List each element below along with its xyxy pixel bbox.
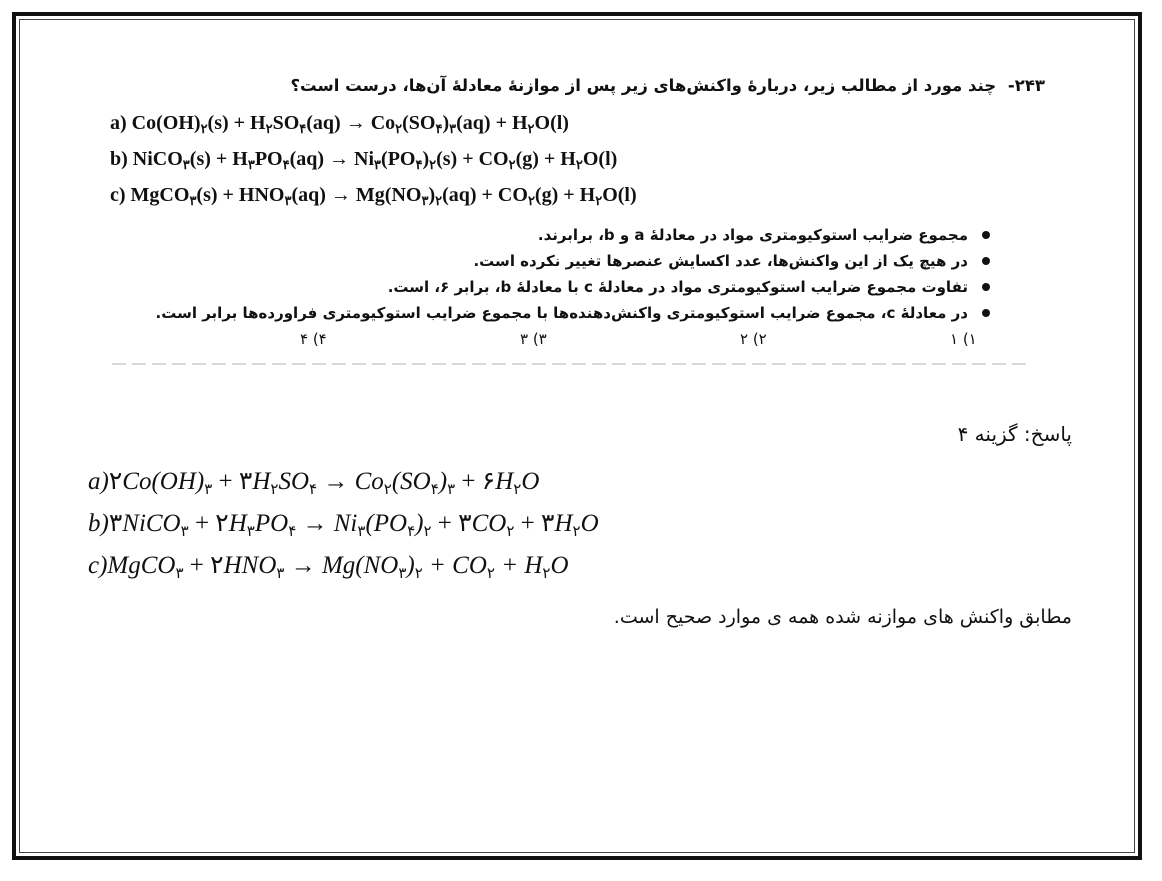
- scan-divider: [112, 363, 1032, 365]
- statement-list: [130, 222, 990, 326]
- bullet-icon: [982, 309, 990, 317]
- question-number: ۲۴۳-: [1007, 76, 1045, 95]
- balanced-equation-b: b)۳NiCO$_۳$ + $۲H_۳PO_۴ \to Ni_۳(PO_۴)_۲$ + $۳CO_۲$ + $۳H_۲O$: [88, 510, 599, 540]
- option-2: ۲ (۲: [740, 330, 767, 348]
- reaction-label: c): [110, 184, 126, 206]
- question-title: [140, 76, 1045, 102]
- balanced-equation-a: $a)۲Co(OH)_۳$ + $۳H_۲SO_۴ \to Co_۲(SO_۴)_۳$ + $۶H_۲O$: [88, 468, 540, 498]
- equation-label: c): [88, 552, 108, 579]
- equation-label: a): [88, 468, 109, 495]
- bullet-icon: [982, 283, 990, 291]
- answer-conclusion: مطابق واکنش های موازنه شده همه ی موارد صحیح است.: [613, 606, 1072, 628]
- option-1: ۱ (۱: [950, 330, 977, 348]
- answer-label: پاسخ: گزینه ۴: [957, 422, 1072, 446]
- reaction-label: b): [110, 148, 128, 170]
- reaction-b: [110, 148, 910, 176]
- option-4: ۴ (۴: [300, 330, 327, 348]
- equation-label: b): [88, 510, 109, 537]
- bullet-icon: [982, 231, 990, 239]
- reaction-body: $Co(OH)_۲(s) + H_۲SO_۴(aq) \to Co_۲(SO_۴)_۳(aq) + H_۲O(l)$: [131, 112, 569, 136]
- statement-item: در معادلهٔ c، مجموع ضرایب استوکیومتری واکنش‌دهنده‌ها با مجموع ضرایب استوکیومتری فراورده‌ها برابر است.: [130, 300, 990, 326]
- reaction-body: NiCO$_۳$(s) + $H_۳PO_۴(aq) \to Ni_۳(PO_۴)_۲(s) + CO_۲(g) + H_۲O(l)$: [132, 148, 618, 172]
- reaction-a: [110, 112, 910, 140]
- reaction-body: MgCO$_۳$(s) + $HNO_۳(aq) \to Mg(NO_۳)_۲(aq) + CO_۲(g) + H_۲O(l)$: [130, 184, 637, 208]
- statement-item: تفاوت مجموع ضرایب استوکیومتری مواد در معادلهٔ c با معادلهٔ b، برابر ۶، است.: [130, 274, 990, 300]
- statement-item: در هیچ یک از این واکنش‌ها، عدد اکسایش عنصرها تغییر نکرده است.: [130, 248, 990, 274]
- reaction-label: a): [110, 112, 127, 134]
- statement-item: مجموع ضرایب استوکیومتری مواد در معادلهٔ a و b، برابرند.: [130, 222, 990, 248]
- balanced-equation-c: c)MgCO$_۳$ + $۲HNO_۳ \to Mg(NO_۳)_۲ + CO_۲ + H_۲O$: [88, 552, 569, 582]
- answer-options: [290, 330, 990, 354]
- reaction-c: [110, 184, 910, 212]
- question-text: چند مورد از مطالب زیر، دربارهٔ واکنش‌های زیر پس از موازنهٔ معادلهٔ آن‌ها، درست است؟: [290, 76, 997, 95]
- bullet-icon: [982, 257, 990, 265]
- option-3: ۳ (۳: [520, 330, 547, 348]
